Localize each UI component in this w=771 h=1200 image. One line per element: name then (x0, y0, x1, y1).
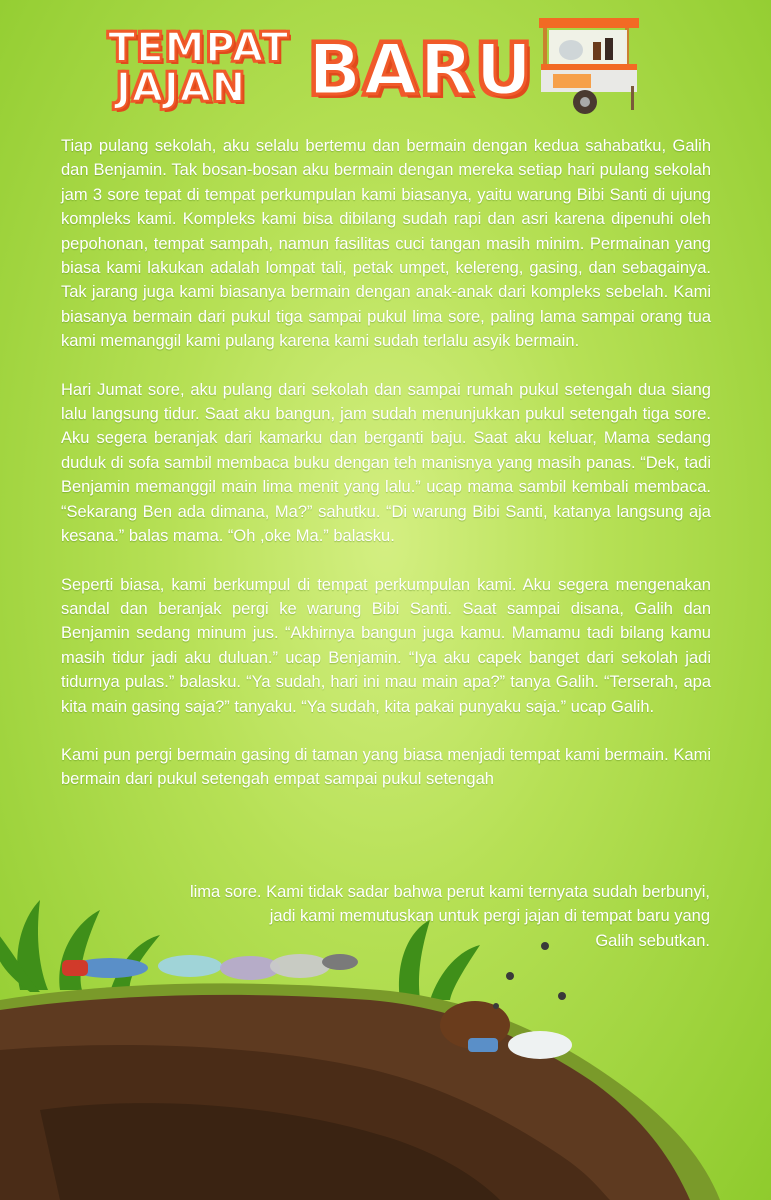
paragraph-2: Hari Jumat sore, aku pulang dari sekolah dan sampai rumah pukul setengah dua siang lalu langsung tidur. Saat aku bangun, jam sudah menunjukkan pukul setengah tiga sore. Aku segera beranjak dari kamarku dan berganti baju. Saat aku keluar, Mama sedang duduk di sofa sambil membaca buku dengan teh manisnya yang masih panas. “Dek, tadi Benjamin memanggil main lima menit yang lalu.” ucap mama sambil kembali membaca. “Sekarang Ben ada dimana, Ma?” sahutku. “Di warung Bibi Santi, katanya langsung aja kesana.” balas mama. “Oh ,oke Ma.” balasku. (61, 380, 711, 546)
story-body (61, 134, 711, 816)
paragraph-3: Seperti biasa, kami berkumpul di tempat perkumpulan kami. Aku segera mengenakan sandal dan beranjak pergi ke warung Bibi Santi. Saat sampai disana, Galih dan Benjamin sedang minum jus. “Akhirnya bangun juga kamu. Mamamu tadi bilang kamu masih tidur jadi aku duluan.” ucap Benjamin. “Iya aku capek banget dari sekolah jadi tidurnya pulas.” balasku. “Ya sudah, hari ini mau main apa?” tanya Galih. “Terserah, apa kita main gasing saja?” tanyaku. “Ya sudah, kita pakai punyaku saja.” ucap Galih. (61, 575, 711, 716)
paragraph-4: Kami pun pergi bermain gasing di taman yang biasa menjadi tempat kami bermain. Kami bermain dari pukul setengah empat sampai pukul setengah (61, 745, 711, 789)
story-tail (110, 880, 710, 953)
trash-pile-icon (62, 954, 358, 980)
tail-line-1: lima sore. Kami tidak sadar bahwa perut kami ternyata sudah berbunyi, (189, 883, 710, 901)
paragraph-1: Tiap pulang sekolah, aku selalu bertemu dan bermain dengan kedua sahabatku, Galih dan Benjamin. Tak bosan-bosan aku bermain dengan mereka setiap hari pulang sekolah jam 3 sore tepat di tempat perkumpulan kami biasanya, yaitu warung Bibi Santi di ujung kompleks kami. Kompleks kami bisa dibilang sudah rapi dan asri karena dipenuhi oleh pepohonan, tempat sampah, namun fasilitas cuci tangan masih minim. Permainan yang biasa kami lakukan adalah lompat tali, petak umpet, kelereng, gasing, dan sebagainya. Tak jarang juga kami biasanya bermain dengan anak-anak dari kompleks sebelah. Kami biasanya bermain dari pukul tiga sampai pukul lima sore, paling lama sampai orang tua kami memanggil kami pulang karena kami sudah terlalu asyik bermain. (61, 137, 711, 351)
title-line-1: TEMPAT (108, 25, 290, 71)
title-small (108, 25, 290, 111)
food-cart-icon (535, 10, 645, 120)
title-big: BARU (308, 29, 535, 111)
title-line-2: JAJAN (116, 65, 247, 111)
tail-line-2: jadi kami memutuskan untuk pergi jajan di tempat baru yang (269, 907, 710, 926)
tail-line-3: Galih sebutkan. (595, 931, 710, 950)
